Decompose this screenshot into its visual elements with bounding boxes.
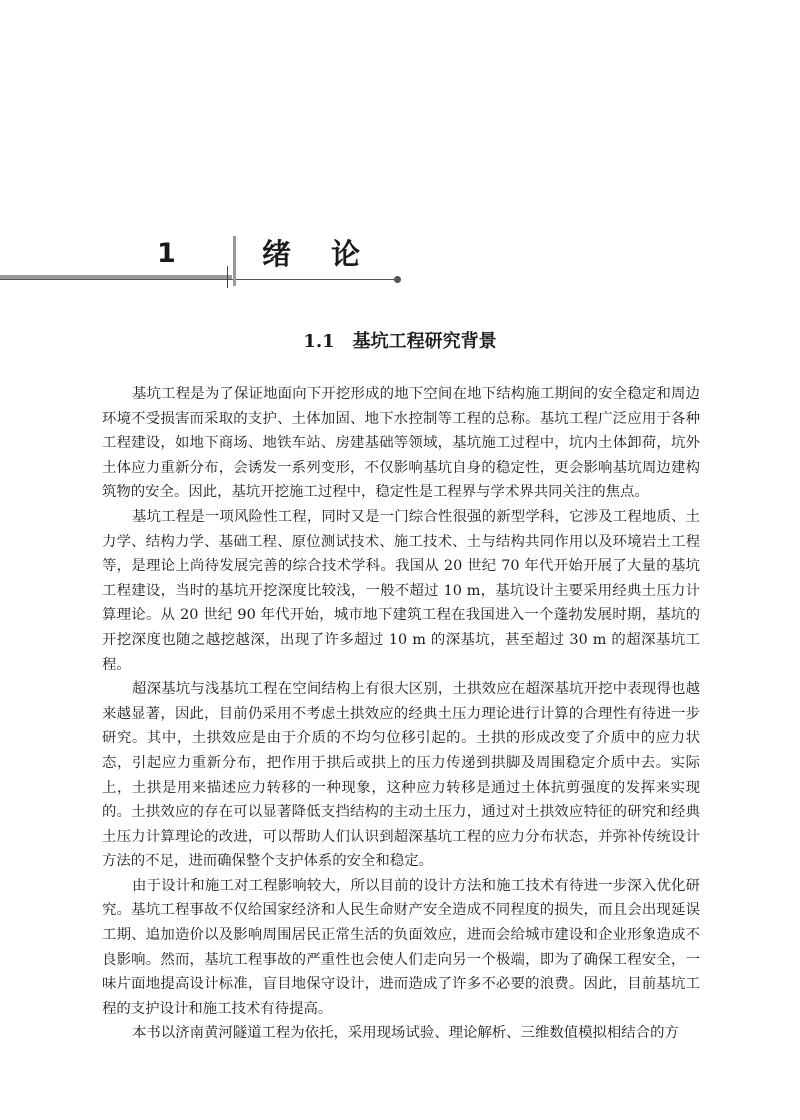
chapter-header xyxy=(0,236,800,296)
chapter-divider-line xyxy=(227,266,228,288)
paragraph: 超深基坑与浅基坑工程在空间结构上有很大区别，土拱效应在超深基坑开挖中表现得也越来越显著，因此，目前仍采用不考虑土拱效应的经典土压力理论进行计算的合理性有待进一步研究。其中，土拱效应是由于介质的不均匀位移引起的。土拱的形成改变了介质中的应力状态，引起应力重新分布，把作用于拱后或拱上的压力传递到拱脚及周围稳定介质中去。实际上，土拱是用来描述应力转移的一种现象，这种应力转移是通过土体抗剪强度的发挥来实现的。土拱效应的存在可以显著降低支挡结构的主动土压力，通过对土拱效应特征的研究和经典土压力计算理论的改进，可以帮助人们认识到超深基坑工程的应力分布状态，并弥补传统设计方法的不足，进而确保整个支护体系的安全和稳定。 xyxy=(102,681,700,870)
chapter-divider-bar xyxy=(233,236,236,286)
paragraph: 基坑工程是为了保证地面向下开挖形成的地下空间在地下结构施工期间的安全稳定和周边环境不受损害而采取的支护、土体加固、地下水控制等工程的总称。基坑工程广泛应用于各种工程建设，如地下商场、地铁车站、房建基础等领域，基坑施工过程中，坑内土体卸荷，坑外土体应力重新分布，会诱发一系列变形，不仅影响基坑自身的稳定性，更会影响基坑周边建构筑物的安全。因此，基坑开挖施工过程中，稳定性是工程界与学术界共同关注的焦点。 xyxy=(102,386,700,501)
chapter-rule-line xyxy=(0,279,398,280)
chapter-title: 绪论 xyxy=(262,237,401,271)
chapter-rule-dot xyxy=(394,276,401,283)
chapter-number: 1 xyxy=(157,238,176,269)
paragraph: 基坑工程是一项风险性工程，同时又是一门综合性很强的新型学科，它涉及工程地质、土力学、结构力学、基础工程、原位测试技术、施工技术、土与结构共同作用以及环境岩土工程等，是理论上尚待发展完善的综合技术学科。我国从 20 世纪 70 年代开始开展了大量的基坑工程建设，当时的基坑开挖深度比较浅，一般不超过 10 m，基坑设计主要采用经典土压力计算理论。从 20 世纪 90 年代开始，城市地下建筑工程在我国进入一个蓬勃发展时期，基坑的开挖深度也随之越挖越深，出现了许多超过 10 m 的深基坑，甚至超过 30 m 的超深基坑工程。 xyxy=(102,508,700,673)
body-text xyxy=(102,382,700,1046)
paragraph: 由于设计和施工对工程影响较大，所以目前的设计方法和施工技术有待进一步深入优化研究。基坑工程事故不仅给国家经济和人民生命财产安全造成不同程度的损失，而且会出现延误工期、追加造价以及影响周围居民正常生活的负面效应，进而会给城市建设和企业形象造成不良影响。然而，基坑工程事故的严重性也会使人们走向另一个极端，即为了确保工程安全，一味片面地提高设计标准，盲目地保守设计，进而造成了许多不必要的浪费。因此，目前基坑工程的支护设计和施工技术有待提高。 xyxy=(102,877,700,1017)
section-title: 1.1 基坑工程研究背景 xyxy=(303,331,497,352)
paragraph: 本书以济南黄河隧道工程为依托，采用现场试验、理论解析、三维数值模拟相结合的方 xyxy=(132,1025,679,1042)
